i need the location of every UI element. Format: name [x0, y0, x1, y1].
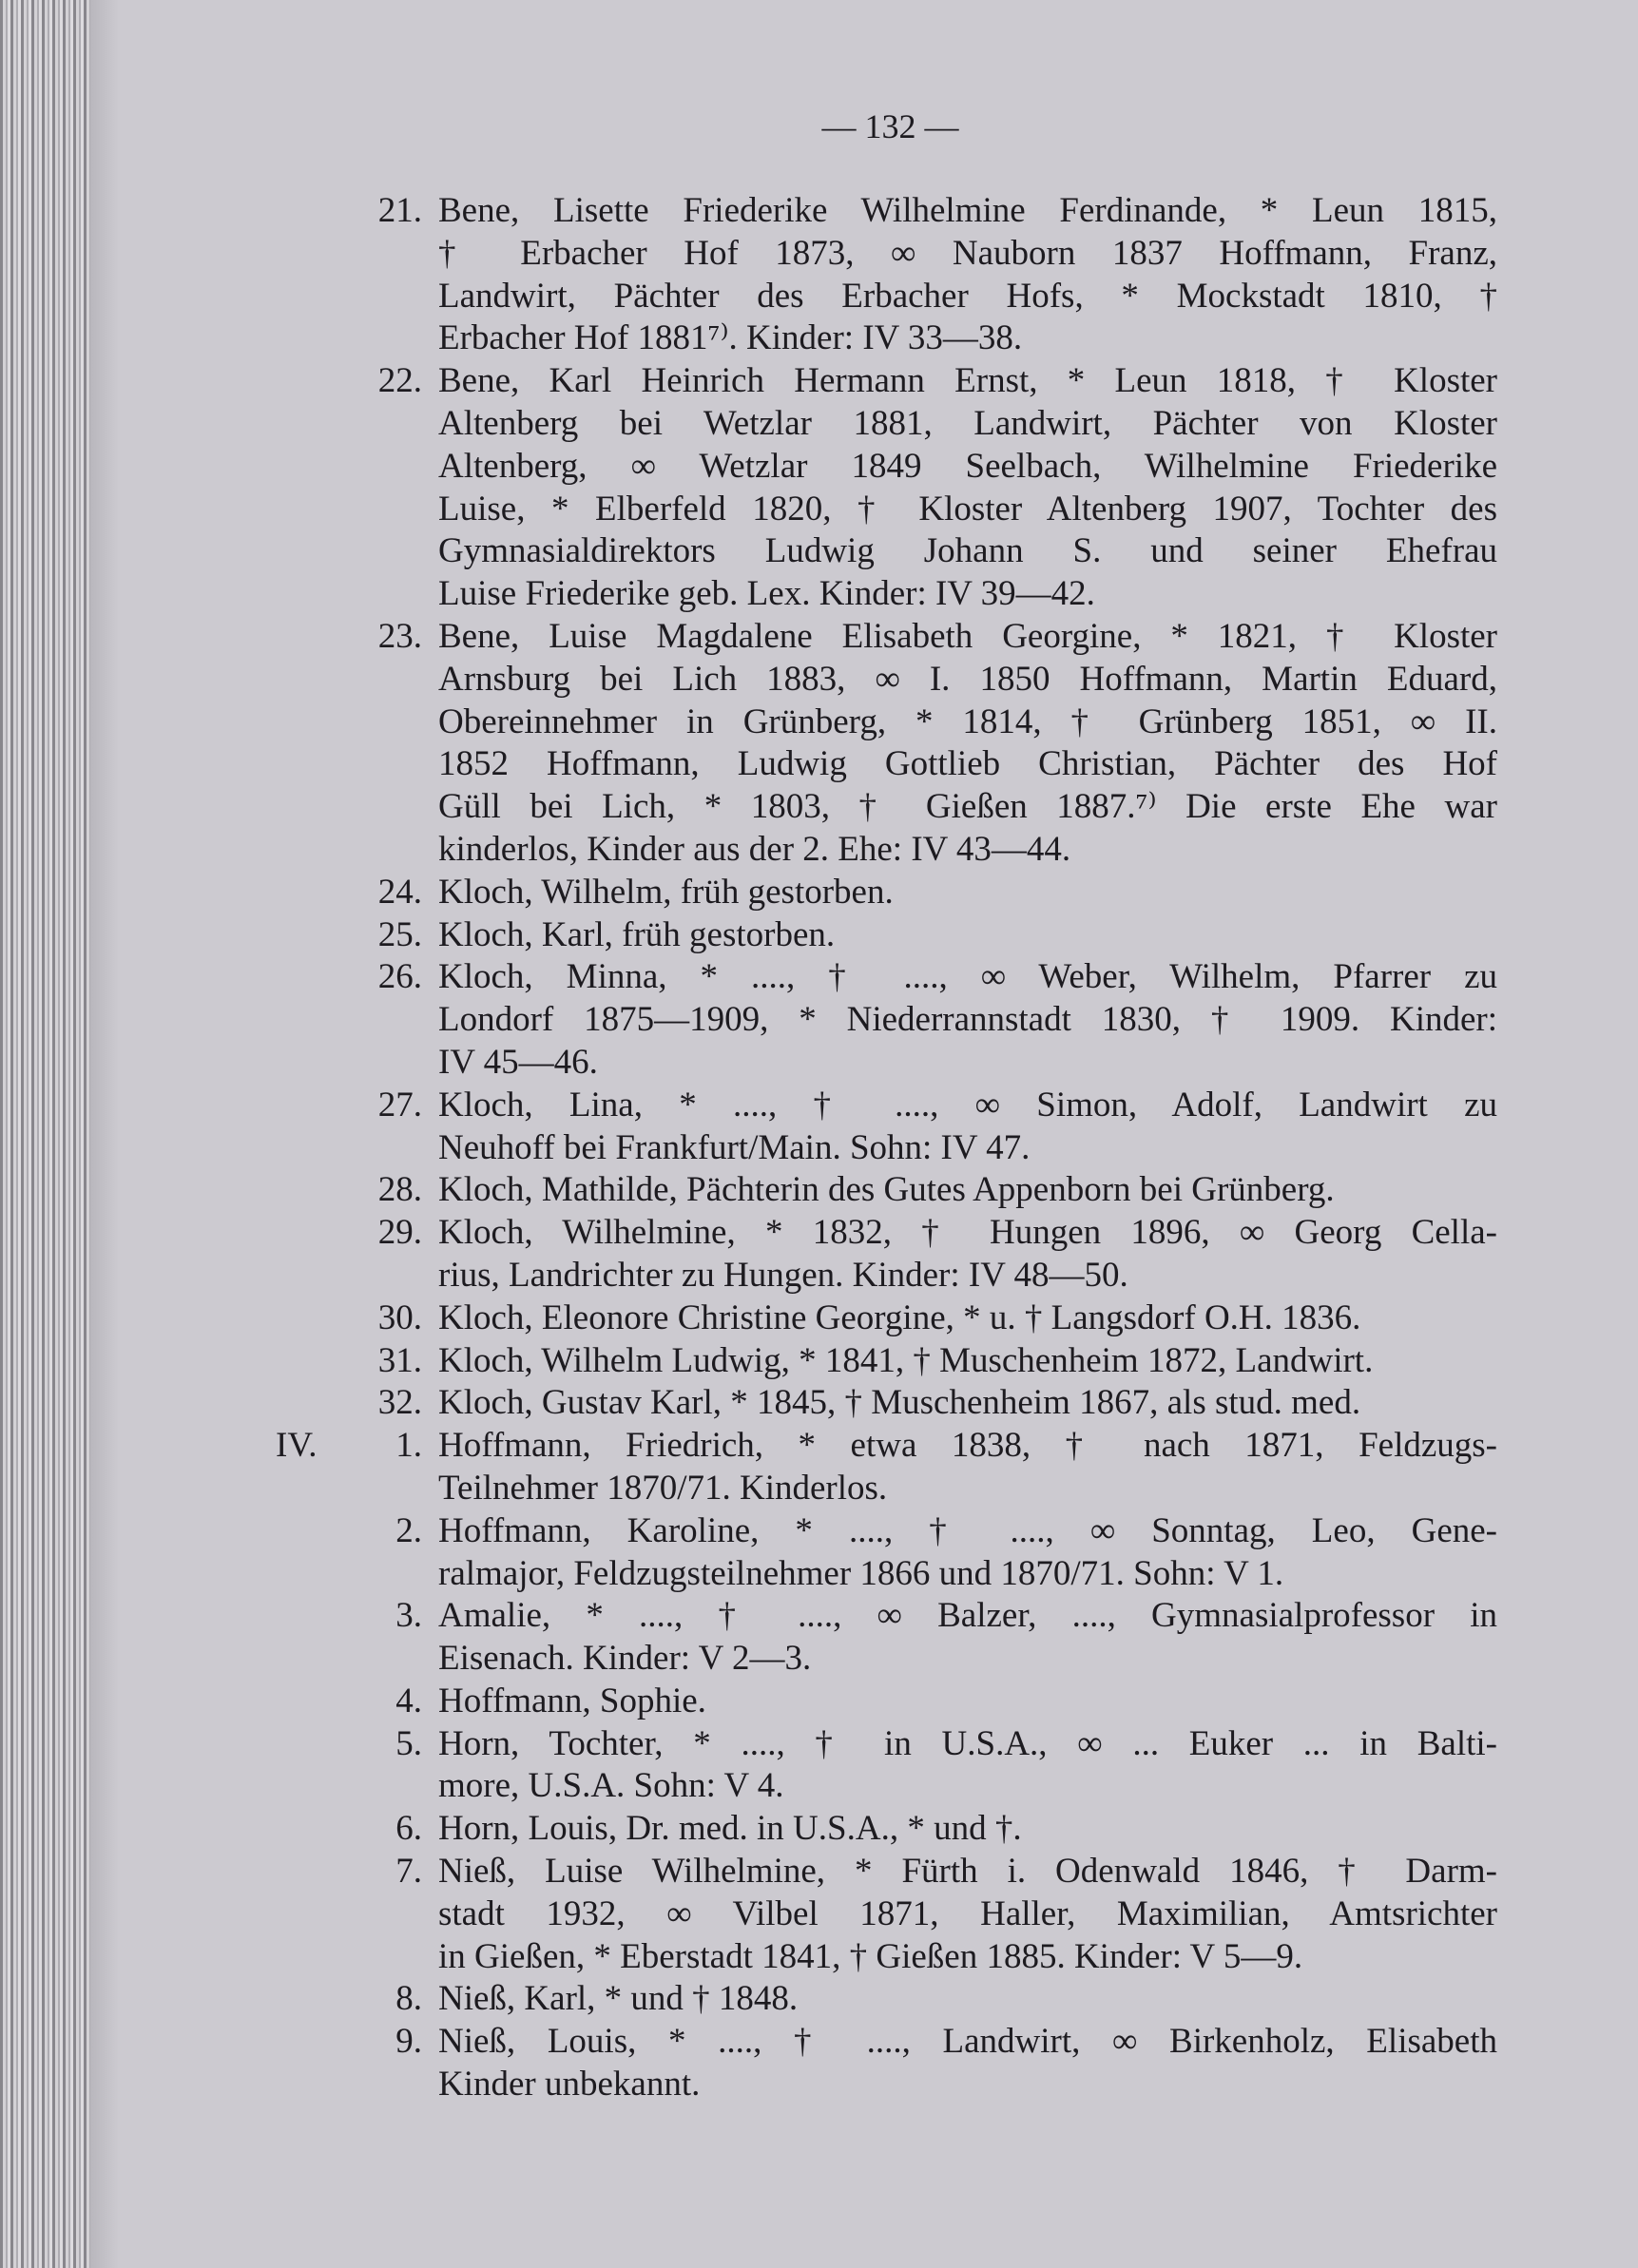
- entry-number: 32.: [377, 1383, 422, 1423]
- genealogy-entry: [276, 1340, 1502, 1383]
- entry-text: ralmajor, Feldzugsteilnehmer 1866 und 1870/71. Sohn: V 1.: [438, 1553, 1284, 1593]
- entry-number: 30.: [377, 1297, 422, 1337]
- entry-text: Eisenach. Kinder: V 2—3.: [438, 1639, 812, 1679]
- entry-line: [276, 786, 1502, 829]
- entry-text: in Gießen, * Eberstadt 1841, † Gießen 1885. Kinder: V 5—9.: [438, 1936, 1303, 1976]
- book-page-edges: [0, 0, 90, 2268]
- entry-text: stadt 1932, ∞ Vilbel 1871, Haller, Maximilian, Amtsrichter: [438, 1893, 1497, 1933]
- entry-number: 22.: [377, 361, 422, 401]
- entry-line: [276, 1978, 1502, 2021]
- entry-line: [276, 872, 1502, 914]
- genealogy-entry: [276, 1425, 1502, 1510]
- entry-line: [276, 2021, 1502, 2064]
- entry-line: [276, 1169, 1502, 1212]
- genealogy-entry-list: [276, 190, 1502, 2106]
- entry-text: Horn, Louis, Dr. med. in U.S.A., * und †.: [438, 1809, 1022, 1849]
- entry-line: [276, 956, 1502, 999]
- entry-text: Kloch, Wilhelmine, * 1832, † Hungen 1896, ∞ Georg Cella-: [438, 1213, 1497, 1253]
- entry-text: Obereinnehmer in Grünberg, * 1814, † Grünberg 1851, ∞ II.: [438, 702, 1497, 741]
- generation-label: IV.: [276, 1426, 318, 1466]
- entry-text: Amalie, * ...., † ...., ∞ Balzer, ...., Gymnasialprofessor in: [438, 1596, 1497, 1636]
- entry-line: [276, 1553, 1502, 1596]
- entry-line: [276, 1042, 1502, 1085]
- page-gutter-shadow: [90, 0, 119, 2268]
- entry-line: [276, 2064, 1502, 2106]
- entry-number: 29.: [377, 1213, 422, 1253]
- entry-number: 5.: [395, 1723, 422, 1763]
- entry-text: Kloch, Wilhelm, früh gestorben.: [438, 872, 894, 912]
- genealogy-entry: [276, 872, 1502, 914]
- entry-number: 27.: [377, 1085, 422, 1124]
- entry-number: 28.: [377, 1170, 422, 1210]
- entry-text: Gymnasialdirektors Ludwig Johann S. und seiner Ehefrau: [438, 531, 1497, 571]
- entry-text: Hoffmann, Friedrich, * etwa 1838, † nach 1871, Feldzugs-: [438, 1426, 1497, 1466]
- entry-line: [276, 1255, 1502, 1297]
- entry-line: [276, 1340, 1502, 1383]
- entry-line: [276, 1723, 1502, 1766]
- entry-line: [276, 616, 1502, 659]
- entry-line: [276, 190, 1502, 233]
- genealogy-entry: [276, 1212, 1502, 1297]
- page-number: — 132 —: [821, 107, 959, 145]
- entry-text: more, U.S.A. Sohn: V 4.: [438, 1766, 784, 1806]
- genealogy-entry: [276, 1681, 1502, 1723]
- entry-line: [276, 1638, 1502, 1681]
- genealogy-entry: [276, 1808, 1502, 1851]
- entry-line: [276, 1127, 1502, 1170]
- entry-line: [276, 1212, 1502, 1255]
- entry-number: 1.: [395, 1426, 422, 1466]
- entry-text: Altenberg, ∞ Wetzlar 1849 Seelbach, Wilhelmine Friederike: [438, 446, 1497, 486]
- entry-line: [276, 1425, 1502, 1468]
- entry-number: 4.: [395, 1681, 422, 1720]
- entry-line: [276, 914, 1502, 957]
- entry-line: [276, 233, 1502, 276]
- entry-line: [276, 1382, 1502, 1425]
- genealogy-entry: [276, 956, 1502, 1084]
- entry-text: Kloch, Eleonore Christine Georgine, * u. † Langsdorf O.H. 1836.: [438, 1297, 1361, 1337]
- entry-line: [276, 1765, 1502, 1808]
- entry-text: Nieß, Karl, * und † 1848.: [438, 1979, 799, 2019]
- entry-text: kinderlos, Kinder aus der 2. Ehe: IV 43—44.: [438, 829, 1071, 869]
- entry-line: [276, 276, 1502, 318]
- entry-number: 8.: [395, 1979, 422, 2019]
- entry-line: [276, 403, 1502, 446]
- entry-text: rius, Landrichter zu Hungen. Kinder: IV 48—50.: [438, 1255, 1128, 1295]
- entry-line: [276, 1681, 1502, 1723]
- entry-line: [276, 1936, 1502, 1979]
- entry-text: Erbacher Hof 1881⁷⁾. Kinder: IV 33—38.: [438, 318, 1023, 358]
- entry-text: Kloch, Minna, * ...., † ...., ∞ Weber, Wilhelm, Pfarrer zu: [438, 957, 1497, 997]
- entry-number: 23.: [377, 616, 422, 656]
- entry-text: Hoffmann, Karoline, * ...., † ...., ∞ Sonntag, Leo, Gene-: [438, 1510, 1497, 1550]
- entry-line: [276, 1808, 1502, 1851]
- entry-line: [276, 1085, 1502, 1127]
- entry-text: Altenberg bei Wetzlar 1881, Landwirt, Pächter von Kloster: [438, 403, 1497, 443]
- entry-line: [276, 1595, 1502, 1638]
- genealogy-entry: [276, 1723, 1502, 1809]
- entry-line: [276, 446, 1502, 489]
- genealogy-entry: [276, 914, 1502, 957]
- entry-number: 3.: [395, 1596, 422, 1636]
- genealogy-entry: [276, 1382, 1502, 1425]
- genealogy-entry: [276, 1510, 1502, 1596]
- entry-text: Horn, Tochter, * ...., † in U.S.A., ∞ ... Euker ... in Balti-: [438, 1723, 1497, 1763]
- entry-text: Teilnehmer 1870/71. Kinderlos.: [438, 1468, 888, 1508]
- entry-line: [276, 360, 1502, 403]
- entry-text: Kinder unbekannt.: [438, 2065, 701, 2105]
- entry-number: 6.: [395, 1809, 422, 1849]
- entry-number: 2.: [395, 1510, 422, 1550]
- genealogy-entry: [276, 1085, 1502, 1170]
- entry-text: Nieß, Louis, * ...., † ...., Landwirt, ∞ Birkenholz, Elisabeth: [438, 2022, 1497, 2062]
- entry-line: [276, 999, 1502, 1042]
- entry-text: Luise Friederike geb. Lex. Kinder: IV 39—42.: [438, 574, 1095, 614]
- entry-line: [276, 1893, 1502, 1936]
- genealogy-entry: [276, 1169, 1502, 1212]
- entry-line: [276, 659, 1502, 702]
- entry-text: Londorf 1875—1909, * Niederrannstadt 1830, † 1909. Kinder:: [438, 1000, 1497, 1040]
- entry-number: 7.: [395, 1852, 422, 1892]
- entry-text: Kloch, Mathilde, Pächterin des Gutes Appenborn bei Grünberg.: [438, 1170, 1335, 1210]
- entry-text: Neuhoff bei Frankfurt/Main. Sohn: IV 47.: [438, 1127, 1031, 1167]
- entry-line: [276, 530, 1502, 573]
- entry-text: Kloch, Wilhelm Ludwig, * 1841, † Muschenheim 1872, Landwirt.: [438, 1340, 1374, 1380]
- entry-text: Kloch, Gustav Karl, * 1845, † Muschenheim 1867, als stud. med.: [438, 1383, 1361, 1423]
- entry-line: [276, 829, 1502, 872]
- entry-text: Kloch, Lina, * ...., † ...., ∞ Simon, Adolf, Landwirt zu: [438, 1085, 1497, 1124]
- entry-line: [276, 743, 1502, 786]
- entry-text: Arnsburg bei Lich 1883, ∞ I. 1850 Hoffmann, Martin Eduard,: [438, 659, 1497, 699]
- genealogy-entry: [276, 616, 1502, 872]
- entry-line: [276, 1510, 1502, 1553]
- entry-text: Nieß, Luise Wilhelmine, * Fürth i. Odenwald 1846, † Darm-: [438, 1852, 1497, 1892]
- entry-text: Kloch, Karl, früh gestorben.: [438, 914, 836, 954]
- entry-line: [276, 573, 1502, 616]
- entry-line: [276, 1297, 1502, 1340]
- entry-number: 26.: [377, 957, 422, 997]
- entry-line: [276, 317, 1502, 360]
- entry-text: IV 45—46.: [438, 1042, 598, 1082]
- entry-line: [276, 1851, 1502, 1893]
- entry-text: Bene, Lisette Friederike Wilhelmine Ferdinande, * Leun 1815,: [438, 191, 1497, 230]
- entry-text: † Erbacher Hof 1873, ∞ Nauborn 1837 Hoffmann, Franz,: [438, 233, 1497, 273]
- entry-text: 1852 Hoffmann, Ludwig Gottlieb Christian, Pächter des Hof: [438, 744, 1497, 784]
- entry-number: 9.: [395, 2022, 422, 2062]
- entry-text: Landwirt, Pächter des Erbacher Hofs, * Mockstadt 1810, †: [438, 276, 1497, 316]
- genealogy-entry: [276, 360, 1502, 616]
- genealogy-entry: [276, 190, 1502, 360]
- genealogy-entry: [276, 1297, 1502, 1340]
- genealogy-entry: [276, 1595, 1502, 1681]
- entry-text: Bene, Karl Heinrich Hermann Ernst, * Leun 1818, † Kloster: [438, 361, 1497, 401]
- entry-number: 31.: [377, 1340, 422, 1380]
- genealogy-entry: [276, 1851, 1502, 1978]
- entry-line: [276, 1468, 1502, 1510]
- entry-line: [276, 489, 1502, 531]
- entry-line: [276, 702, 1502, 744]
- entry-number: 24.: [377, 872, 422, 912]
- genealogy-entry: [276, 2021, 1502, 2106]
- entry-text: Güll bei Lich, * 1803, † Gießen 1887.⁷⁾ Die erste Ehe war: [438, 787, 1497, 827]
- entry-text: Luise, * Elberfeld 1820, † Kloster Altenberg 1907, Tochter des: [438, 489, 1497, 529]
- genealogy-entry: [276, 1978, 1502, 2021]
- entry-number: 21.: [377, 191, 422, 230]
- entry-number: 25.: [377, 914, 422, 954]
- entry-text: Hoffmann, Sophie.: [438, 1681, 706, 1720]
- entry-text: Bene, Luise Magdalene Elisabeth Georgine, * 1821, † Kloster: [438, 616, 1497, 656]
